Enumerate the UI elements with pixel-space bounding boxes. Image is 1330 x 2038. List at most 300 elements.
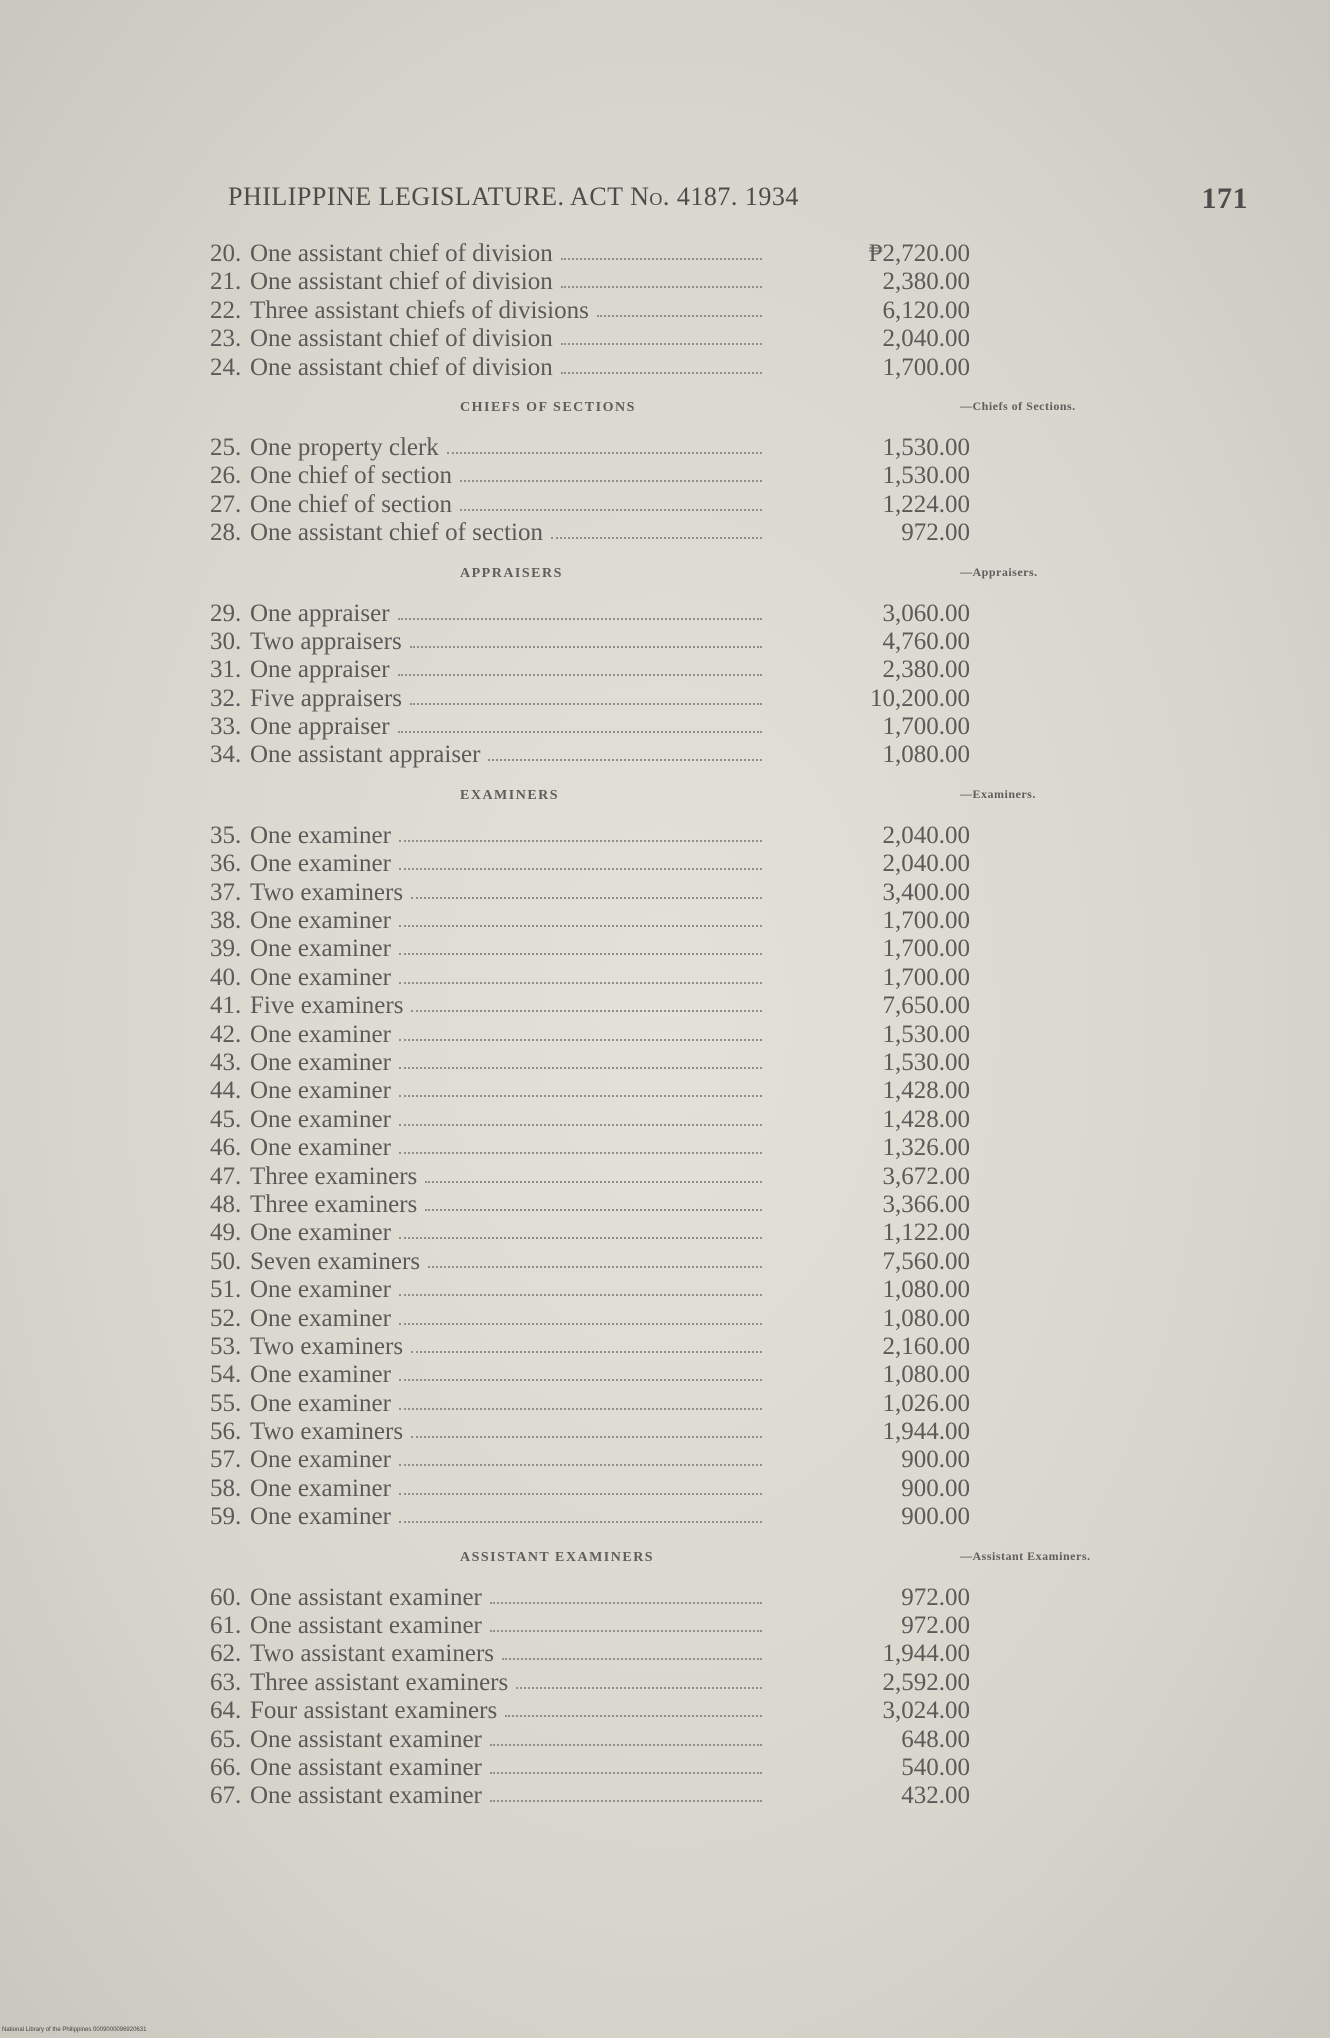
item-number: 36. [210, 850, 242, 878]
entry-label-group [210, 1390, 770, 1418]
entry-row [210, 1248, 980, 1276]
entry-label-group [210, 1584, 770, 1612]
scan-footer: National Library of the Philippines 0009000096920631 [2, 2027, 147, 2033]
section-title: APPRAISERS [460, 565, 563, 581]
entry-label-group [210, 1134, 770, 1162]
item-amount: 1,080.00 [882, 1304, 970, 1332]
dot-leader [399, 1219, 762, 1239]
item-number: 46. [210, 1134, 242, 1162]
item-label: One examiner [250, 1134, 391, 1162]
dot-leader [399, 1106, 762, 1126]
item-amount: 900.00 [901, 1503, 970, 1531]
entry-row [210, 491, 980, 519]
item-amount: 2,040.00 [882, 850, 970, 878]
entry-label-group [210, 850, 770, 878]
entry-row [210, 462, 980, 490]
item-number: 25. [210, 433, 242, 461]
item-label: One assistant chief of section [250, 519, 543, 547]
item-label: One assistant chief of division [250, 268, 553, 296]
item-number: 33. [210, 713, 242, 741]
item-label: One examiner [250, 1048, 391, 1076]
item-amount: 1,428.00 [882, 1077, 970, 1105]
item-label: One examiner [250, 1105, 391, 1133]
section-title: ASSISTANT EXAMINERS [460, 1549, 655, 1565]
item-label: One assistant examiner [250, 1753, 482, 1781]
entry-label-group [210, 297, 770, 325]
item-number: 32. [210, 684, 242, 712]
entry-row [210, 1446, 980, 1474]
entry-label-group [210, 1446, 770, 1474]
item-number: 62. [210, 1640, 242, 1668]
entry-row [210, 1333, 980, 1361]
entry-label-group [210, 1248, 770, 1276]
entry-label-group [210, 434, 770, 462]
item-label: One examiner [250, 1219, 391, 1247]
dot-leader [425, 1163, 762, 1183]
dot-leader [399, 1021, 762, 1041]
entry-label-group [210, 1475, 770, 1503]
dot-leader [551, 519, 762, 539]
dot-leader [399, 822, 762, 842]
entry-row [210, 1782, 980, 1810]
item-number: 59. [210, 1503, 242, 1531]
entry-row [210, 628, 980, 656]
entry-row [210, 992, 980, 1020]
item-number: 39. [210, 935, 242, 963]
item-label: Two examiners [250, 878, 404, 906]
entry-label-group [210, 491, 770, 519]
item-number: 44. [210, 1077, 242, 1105]
margin-note: —Appraisers. [960, 564, 1038, 579]
item-label: One examiner [250, 1389, 391, 1417]
entry-row [210, 1390, 980, 1418]
item-number: 26. [210, 462, 242, 490]
running-head: PHILIPPINE LEGISLATURE. ACT No. 4187. 1934 [228, 182, 799, 211]
dot-leader [490, 1726, 762, 1746]
entry-label-group [210, 1782, 770, 1810]
entry-row [210, 1612, 980, 1640]
dot-leader [399, 964, 762, 984]
item-label: One assistant chief of division [250, 353, 553, 381]
entry-label-group [210, 879, 770, 907]
dot-leader [399, 1305, 762, 1325]
item-number: 67. [210, 1782, 242, 1810]
entry-row [210, 713, 980, 741]
entry-row [210, 1077, 980, 1105]
entry-label-group [210, 354, 770, 382]
item-number: 63. [210, 1668, 242, 1696]
entry-label-group [210, 1669, 770, 1697]
entry-label-group [210, 462, 770, 490]
entry-row [210, 1134, 980, 1162]
item-amount: 1,224.00 [882, 490, 970, 518]
item-label: One examiner [250, 850, 391, 878]
dot-leader [428, 1248, 762, 1268]
entry-row [210, 1503, 980, 1531]
item-label: One assistant chief of division [250, 325, 553, 353]
entry-label-group [210, 1106, 770, 1134]
entry-row [210, 1418, 980, 1446]
entry-label-group [210, 713, 770, 741]
item-amount: 1,700.00 [882, 713, 970, 741]
item-number: 31. [210, 656, 242, 684]
entry-row [210, 1669, 980, 1697]
item-amount: 972.00 [901, 1583, 970, 1611]
item-number: 64. [210, 1697, 242, 1725]
dot-leader [460, 491, 762, 511]
entry-label-group [210, 1191, 770, 1219]
dot-leader [490, 1754, 762, 1774]
dot-leader [398, 600, 762, 620]
dot-leader [561, 325, 762, 345]
item-amount: 1,944.00 [882, 1418, 970, 1446]
item-label: One appraiser [250, 713, 390, 741]
entry-label-group [210, 741, 770, 769]
dot-leader [447, 434, 762, 454]
item-label: One assistant appraiser [250, 741, 481, 769]
item-amount: 972.00 [901, 1612, 970, 1640]
dot-leader [490, 1782, 762, 1802]
item-number: 60. [210, 1583, 242, 1611]
margin-note: —Chiefs of Sections. [960, 398, 1076, 413]
entry-row [210, 1021, 980, 1049]
item-amount: 1,122.00 [882, 1219, 970, 1247]
item-label: Three examiners [250, 1162, 418, 1190]
dot-leader [460, 462, 762, 482]
item-label: One assistant examiner [250, 1725, 482, 1753]
dot-leader [410, 685, 762, 705]
item-amount: 3,672.00 [882, 1162, 970, 1190]
entry-label-group [210, 685, 770, 713]
entry-label-group [210, 1276, 770, 1304]
section-title: CHIEFS OF SECTIONS [460, 399, 636, 415]
entry-label-group [210, 1219, 770, 1247]
item-label: Three assistant examiners [250, 1668, 509, 1696]
entry-row [210, 879, 980, 907]
entry-label-group [210, 1361, 770, 1389]
item-amount: 1,944.00 [882, 1640, 970, 1668]
entry-label-group [210, 822, 770, 850]
item-amount: 1,326.00 [882, 1134, 970, 1162]
item-amount: 900.00 [901, 1446, 970, 1474]
item-amount: 1,530.00 [882, 1020, 970, 1048]
item-label: One appraiser [250, 599, 390, 627]
entry-row [210, 1697, 980, 1725]
entry-label-group [210, 268, 770, 296]
dot-leader [399, 850, 762, 870]
item-label: Five examiners [250, 992, 404, 1020]
page-header [228, 182, 1248, 222]
item-amount: 3,060.00 [882, 599, 970, 627]
item-amount: 1,428.00 [882, 1105, 970, 1133]
dot-leader [597, 297, 762, 317]
entry-row [210, 1191, 980, 1219]
dot-leader [410, 628, 762, 648]
item-number: 42. [210, 1020, 242, 1048]
dot-leader [398, 713, 762, 733]
item-label: One examiner [250, 1503, 391, 1531]
dot-leader [399, 1276, 762, 1296]
entry-row [210, 1219, 980, 1247]
entry-label-group [210, 628, 770, 656]
entry-row [210, 1640, 980, 1668]
entry-row [210, 325, 980, 353]
item-label: One examiner [250, 1446, 391, 1474]
entry-row [210, 434, 980, 462]
item-number: 48. [210, 1190, 242, 1218]
item-amount: 2,380.00 [882, 656, 970, 684]
item-number: 29. [210, 599, 242, 627]
section-heading [210, 548, 1038, 600]
entry-label-group [210, 907, 770, 935]
item-amount: 1,026.00 [882, 1389, 970, 1417]
item-label: Two examiners [250, 1332, 404, 1360]
item-label: One examiner [250, 1077, 391, 1105]
item-label: Seven examiners [250, 1247, 421, 1275]
item-amount: 1,080.00 [882, 741, 970, 769]
item-amount: 4,760.00 [882, 627, 970, 655]
item-number: 58. [210, 1474, 242, 1502]
item-number: 41. [210, 992, 242, 1020]
item-number: 30. [210, 627, 242, 655]
item-label: Two examiners [250, 1418, 404, 1446]
item-amount: 1,530.00 [882, 462, 970, 490]
entry-label-group [210, 992, 770, 1020]
dot-leader [399, 1446, 762, 1466]
entry-row [210, 741, 980, 769]
item-number: 34. [210, 741, 242, 769]
entry-row [210, 935, 980, 963]
dot-leader [516, 1669, 762, 1689]
item-amount: 1,700.00 [882, 963, 970, 991]
item-number: 57. [210, 1446, 242, 1474]
entry-row [210, 268, 980, 296]
entry-row [210, 1163, 980, 1191]
item-number: 43. [210, 1048, 242, 1076]
entry-row [210, 964, 980, 992]
entry-row [210, 600, 980, 628]
item-number: 56. [210, 1418, 242, 1446]
item-amount: ₱2,720.00 [868, 240, 970, 267]
entry-label-group [210, 1077, 770, 1105]
item-amount: 432.00 [901, 1782, 970, 1810]
item-amount: 1,080.00 [882, 1276, 970, 1304]
item-amount: 3,024.00 [882, 1697, 970, 1725]
dot-leader [561, 240, 762, 260]
entry-label-group [210, 1333, 770, 1361]
dot-leader [399, 1049, 762, 1069]
dot-leader [561, 268, 762, 288]
item-amount: 3,366.00 [882, 1190, 970, 1218]
entry-label-group [210, 935, 770, 963]
dot-leader [399, 1077, 762, 1097]
dot-leader [488, 741, 762, 761]
item-label: Four assistant examiners [250, 1697, 498, 1725]
entry-label-group [210, 964, 770, 992]
entry-row [210, 822, 980, 850]
item-number: 28. [210, 519, 242, 547]
item-amount: 1,700.00 [882, 935, 970, 963]
item-amount: 2,380.00 [882, 268, 970, 296]
entry-label-group [210, 1754, 770, 1782]
entry-row [210, 354, 980, 382]
item-amount: 1,530.00 [882, 433, 970, 461]
item-label: One examiner [250, 963, 391, 991]
entry-row [210, 1361, 980, 1389]
item-label: One chief of section [250, 490, 453, 518]
item-number: 45. [210, 1105, 242, 1133]
entry-label-group [210, 600, 770, 628]
item-number: 66. [210, 1753, 242, 1781]
item-label: Two appraisers [250, 627, 402, 655]
item-number: 20. [210, 240, 242, 267]
item-label: One assistant chief of division [250, 240, 553, 267]
item-number: 50. [210, 1247, 242, 1275]
page-number: 171 [1201, 182, 1248, 215]
dot-leader [398, 656, 762, 676]
entry-row [210, 1305, 980, 1333]
margin-note: —Examiners. [960, 786, 1036, 801]
item-number: 51. [210, 1276, 242, 1304]
entry-label-group [210, 519, 770, 547]
item-number: 21. [210, 268, 242, 296]
entry-row [210, 1754, 980, 1782]
dot-leader [490, 1612, 762, 1632]
item-amount: 2,040.00 [882, 821, 970, 849]
item-amount: 900.00 [901, 1474, 970, 1502]
dot-leader [411, 879, 762, 899]
dot-leader [490, 1584, 762, 1604]
item-label: Three examiners [250, 1190, 418, 1218]
dot-leader [411, 992, 762, 1012]
entry-row [210, 1049, 980, 1077]
entry-label-group [210, 1305, 770, 1333]
item-label: One examiner [250, 1020, 391, 1048]
item-label: One property clerk [250, 433, 439, 461]
item-number: 54. [210, 1361, 242, 1389]
dot-leader [411, 1333, 762, 1353]
item-label: One assistant examiner [250, 1782, 482, 1810]
item-number: 35. [210, 821, 242, 849]
item-label: One examiner [250, 1276, 391, 1304]
dot-leader [411, 1418, 762, 1438]
entry-label-group [210, 1049, 770, 1077]
item-number: 40. [210, 963, 242, 991]
item-number: 52. [210, 1304, 242, 1332]
dot-leader [399, 1503, 762, 1523]
entry-label-group [210, 325, 770, 353]
item-amount: 1,080.00 [882, 1361, 970, 1389]
item-label: One examiner [250, 935, 391, 963]
entry-label-group [210, 1163, 770, 1191]
dot-leader [399, 907, 762, 927]
entry-row [210, 656, 980, 684]
item-label: Five appraisers [250, 684, 403, 712]
dot-leader [425, 1191, 762, 1211]
entry-row [210, 850, 980, 878]
entry-label-group [210, 1021, 770, 1049]
item-number: 61. [210, 1612, 242, 1640]
item-amount: 540.00 [901, 1753, 970, 1781]
entry-label-group [210, 1418, 770, 1446]
dot-leader [502, 1640, 762, 1660]
section-title: EXAMINERS [460, 787, 560, 803]
entry-label-group [210, 1726, 770, 1754]
item-amount: 2,592.00 [882, 1668, 970, 1696]
item-label: One chief of section [250, 462, 453, 490]
item-number: 23. [210, 325, 242, 353]
item-number: 53. [210, 1332, 242, 1360]
item-number: 47. [210, 1162, 242, 1190]
item-label: One examiner [250, 1474, 391, 1502]
entry-row [210, 1475, 980, 1503]
dot-leader [505, 1697, 762, 1717]
margin-note: —Assistant Examiners. [960, 1548, 1091, 1563]
dot-leader [399, 1361, 762, 1381]
entry-label-group [210, 1612, 770, 1640]
item-number: 37. [210, 878, 242, 906]
item-number: 49. [210, 1219, 242, 1247]
item-label: One examiner [250, 907, 391, 935]
dot-leader [399, 1390, 762, 1410]
item-label: One examiner [250, 1361, 391, 1389]
entry-row [210, 297, 980, 325]
item-amount: 972.00 [901, 519, 970, 547]
entry-label-group [210, 1503, 770, 1531]
item-amount: 648.00 [901, 1725, 970, 1753]
entry-row [210, 685, 980, 713]
section-heading [210, 382, 1076, 434]
item-label: Three assistant chiefs of divisions [250, 296, 589, 324]
dot-leader [399, 935, 762, 955]
entry-label-group [210, 240, 770, 268]
section-heading [210, 1532, 1091, 1584]
dot-leader [399, 1475, 762, 1495]
entry-row [210, 240, 980, 268]
item-amount: 2,160.00 [882, 1332, 970, 1360]
item-amount: 7,650.00 [882, 992, 970, 1020]
item-amount: 7,560.00 [882, 1247, 970, 1275]
item-amount: 10,200.00 [870, 684, 970, 712]
item-amount: 2,040.00 [882, 325, 970, 353]
item-label: One assistant examiner [250, 1612, 482, 1640]
entry-row [210, 1726, 980, 1754]
item-number: 65. [210, 1725, 242, 1753]
item-label: Two assistant examiners [250, 1640, 495, 1668]
entry-label-group [210, 1640, 770, 1668]
item-label: One examiner [250, 1304, 391, 1332]
item-amount: 1,530.00 [882, 1048, 970, 1076]
entry-label-group [210, 656, 770, 684]
item-number: 27. [210, 490, 242, 518]
item-number: 38. [210, 907, 242, 935]
entry-row [210, 1106, 980, 1134]
entry-row [210, 907, 980, 935]
entry-label-group [210, 1697, 770, 1725]
item-amount: 1,700.00 [882, 353, 970, 381]
item-number: 22. [210, 296, 242, 324]
item-number: 55. [210, 1389, 242, 1417]
entry-row [210, 1276, 980, 1304]
entry-row [210, 519, 980, 547]
dot-leader [561, 354, 762, 374]
item-amount: 6,120.00 [882, 296, 970, 324]
dot-leader [399, 1134, 762, 1154]
section-heading [210, 770, 1036, 822]
item-label: One appraiser [250, 656, 390, 684]
item-number: 24. [210, 353, 242, 381]
item-amount: 3,400.00 [882, 878, 970, 906]
